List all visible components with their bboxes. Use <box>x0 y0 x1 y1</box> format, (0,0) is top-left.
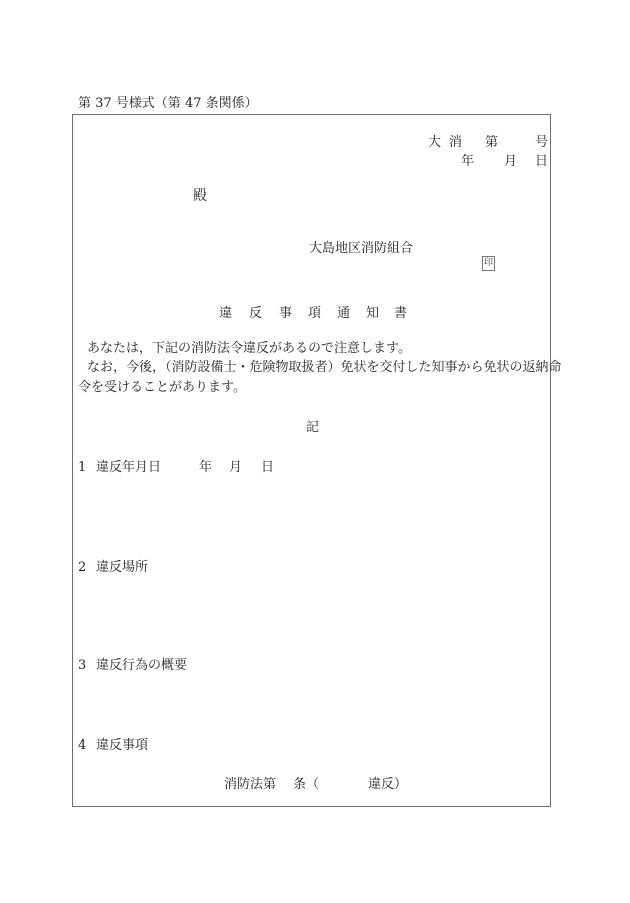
ref-day: 日 <box>535 154 549 169</box>
ref-year: 年 <box>461 154 475 169</box>
title-char: 知 <box>366 306 380 321</box>
item-day: 日 <box>261 460 275 475</box>
body-paragraph-3: 令を受けることがあります。 <box>78 380 246 395</box>
law-reference-article: 条（ <box>293 777 320 792</box>
item-label: 違反事項 <box>96 738 149 753</box>
ki-heading: 記 <box>306 420 320 435</box>
title-char: 違 <box>219 306 233 321</box>
item-number: 2 <box>78 560 87 575</box>
ref-dai: 第 <box>485 135 499 150</box>
item-label: 違反場所 <box>96 560 149 575</box>
title-char: 書 <box>394 306 408 321</box>
seal-mark: 印 <box>482 256 495 271</box>
item-number: 4 <box>78 738 87 753</box>
item-label: 違反年月日 <box>96 460 162 475</box>
ref-month: 月 <box>504 154 518 169</box>
ref-prefix-1: 大 <box>428 135 442 150</box>
title-char: 項 <box>308 306 322 321</box>
form-number: 第 37 号様式（第 47 条関係） <box>78 96 258 111</box>
item-label: 違反行為の概要 <box>96 658 188 673</box>
ref-prefix-2: 消 <box>449 135 463 150</box>
item-year: 年 <box>199 460 213 475</box>
title-char: 通 <box>337 306 351 321</box>
title-char: 反 <box>249 306 263 321</box>
addressee-suffix: 殿 <box>193 188 207 204</box>
law-reference-law: 消防法第 <box>224 777 277 792</box>
law-reference-violation: 違反） <box>368 777 408 792</box>
body-paragraph-1: あなたは，下記の消防法令違反があるので注意します。 <box>87 341 411 356</box>
ref-go: 号 <box>535 135 549 150</box>
issuer-name: 大島地区消防組合 <box>309 241 414 256</box>
body-paragraph-2: なお，今後，（消防設備士・危険物取扱者）免状を交付した知事から免状の返納命 <box>87 360 562 375</box>
title-char: 事 <box>279 306 293 321</box>
item-month: 月 <box>229 460 243 475</box>
item-number: 1 <box>78 460 87 475</box>
item-number: 3 <box>78 658 87 673</box>
